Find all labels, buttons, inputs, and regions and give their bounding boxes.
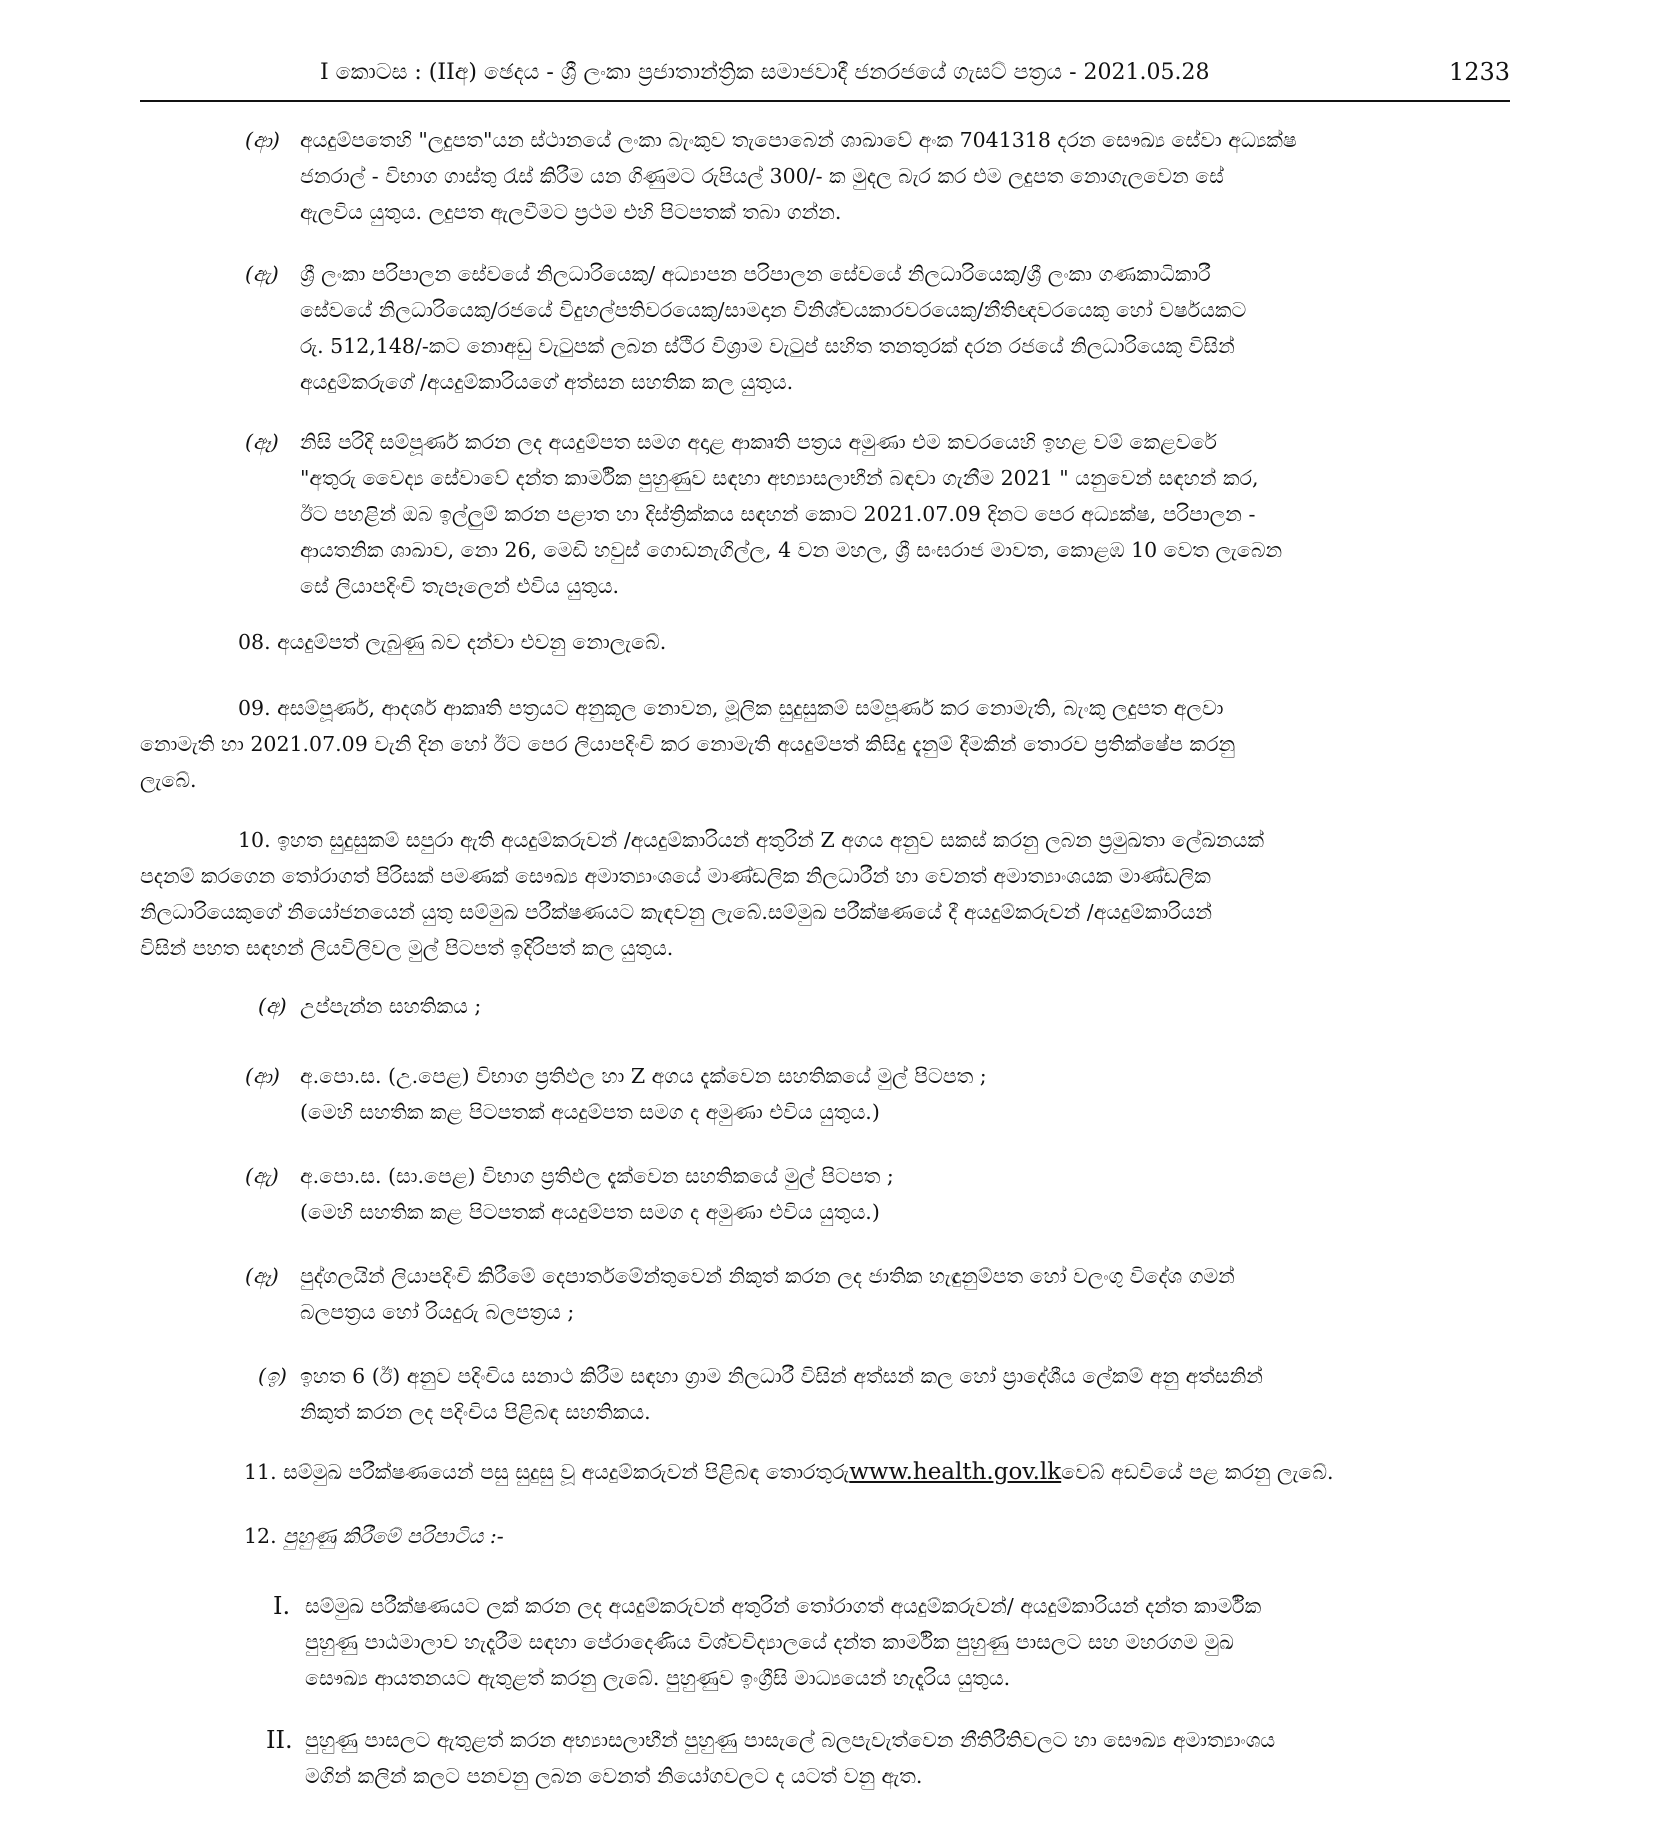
- text-line: පුහුණු පාඨමාලාව හැදෑරීම සඳහා පේරාදෙණිය විශ්වවිද්‍යාලයේ දන්ත කාර්මික පුහුණු පාසලට සහ මහරගම මුඛ: [305, 1630, 1234, 1654]
- text-line: ජනරාල් - විභාග ගාස්තු රැස් කිරීම යන ගිණුමට රුපියල් 300/- ක මුදල බැර කර එම ලදුපත නොගැලවෙන සේ: [300, 164, 1224, 188]
- text-line: නොමැති හා 2021.07.09 වැනි දින හෝ ඊට පෙර ලියාපදිංචි කර නොමැති අයදුම්පත් කිසිදු දැනුම් දීමකින් තොරව ප්‍රතික්ෂේප කරනු: [140, 732, 1236, 756]
- para12-title: පුහුණු කිරීමේ පරිපාටිය :-: [283, 1524, 504, 1548]
- header-rule: [140, 100, 1510, 102]
- item-aa-text: [300, 122, 1297, 230]
- text-line: 10. ඉහත සුදුසුකම් සපුරා ඇති අයදුම්කරුවන් /අයදුම්කාරියන් අතුරින් Z අගය අනුව සකස් කරනු ලබන ප්‍රමුඛතා ලේඛනයක්: [238, 828, 1265, 852]
- doc-i-text: [300, 1358, 1263, 1430]
- training-II-text: [305, 1722, 1275, 1794]
- doc-aee-text: [300, 1258, 1235, 1330]
- doc-marker: (ඇ): [245, 1164, 279, 1188]
- health-website-link[interactable]: www.health.gov.lk: [849, 1459, 1062, 1485]
- text-line: (මෙහි සහතික කළ පිටපතක් අයදුම්පත සමග ද අමුණා එවිය යුතුය.): [300, 1200, 880, 1224]
- text-line: පුද්ගලයින් ලියාපදිංචි කිරීමේ දෙපාර්තමේන්තුවෙන් නිකුත් කරන ලද ජාතික හැඳුනුම්පත හෝ වලංගු විදේශ ගමන්: [300, 1264, 1235, 1288]
- text-line: නිකුත් කරන ලද පදිංචිය පිළිබඳ සහතිකය.: [300, 1400, 651, 1424]
- text-line: ඉහත 6 (ඊ) අනුව පදිංචිය සනාථ කිරීම සඳහා ග්‍රාම නිලධාරී විසින් අත්සන් කල හෝ ප්‍රාදේශීය ලේකම් අනු අත්සනින්: [300, 1364, 1263, 1388]
- text-line: සම්මුඛ පරීක්ෂණයට ලක් කරන ලද අයදුම්කරුවන් අතුරින් තෝරාගත් අයදුම්කරුවන්/ අයදුම්කාරියන් දන්ත කාර්මික: [305, 1594, 1262, 1618]
- text-line: "අතුරු වෛද්‍ය සේවාවේ දන්ත කාර්මික පුහුණුව සඳහා අභ්‍යාසලාභීන් බඳවා ගැනීම 2021 " යනුවෙන් සඳහන් කර,: [300, 466, 1259, 490]
- text-line: නිලධාරියෙකුගේ නියෝජනයෙන් යුතු සම්මුඛ පරීක්ෂණයට කැඳවනු ලැබේ.සම්මුඛ පරීක්ෂණයේ දී අයදුම්කරුවන් /අයදුම්කාරියන්: [140, 900, 1213, 924]
- paragraph-11: [244, 1454, 1334, 1490]
- text-line: විසින් පහත සඳහන් ලියවිලිවල මුල් පිටපත් ඉදිරිපත් කල යුතුය.: [140, 936, 674, 960]
- text-line: ශ්‍රී ලංකා පරිපාලන සේවයේ නිලධාරියෙකු/ අධ්‍යාපන පරිපාලන සේවයේ නිලධාරියෙකු/ශ්‍රී ලංකා ගණකාධිකාරී: [300, 262, 1211, 286]
- text-line: සෞඛ්‍ය ආයතනයට ඇතුළත් කරනු ලැබේ. පුහුණුව ඉංග්‍රීසි මාධ්‍යයෙන් හැදෑරිය යුතුය.: [305, 1666, 1011, 1690]
- item-ae-text: [300, 256, 1246, 400]
- text-line: සේ ලියාපදිංචි තැපෑලෙන් එවිය යුතුය.: [300, 574, 620, 598]
- para11-before: 11. සම්මුඛ පරීක්ෂණයෙන් පසු සුදුසු වූ අයදුම්කරුවන් පිළිබඳ තොරතුරු: [244, 1460, 850, 1484]
- item-marker: (ආ): [245, 128, 280, 152]
- header-title: I කොටස : (IIඅ) ඡෙදය - ශ්‍රී ලංකා ප්‍රජාතාන්ත්‍රික සමාජවාදී ජනරජයේ ගැසට් පත්‍රය - 2021.05.28: [320, 60, 1210, 85]
- text-line: 08. අයදුම්පත් ලැබුණු බව දන්වා එවනු නොලැබේ.: [238, 630, 667, 654]
- text-line: මගින් කලින් කලට පනවනු ලබන වෙනත් නියෝගවලට ද යටත් වනු ඇත.: [305, 1764, 923, 1788]
- item-marker: (ඇ): [245, 262, 279, 286]
- paragraph-10: [140, 822, 1264, 966]
- text-line: අයදුම්කරුගේ /අයදුම්කාරියගේ අත්සන සහතික කල යුතුය.: [300, 370, 794, 394]
- text-line: සේවයේ නිලධාරියෙකු/රජයේ විදුහල්පතිවරයෙකු/සාමදාන විනිශ්චයකාරවරයෙකු/නීතිඥවරයෙකු හෝ වර්ෂයකට: [300, 298, 1247, 322]
- doc-marker: (ඉ): [258, 1364, 287, 1388]
- page-number: 1233: [1448, 58, 1510, 86]
- paragraph-09: [140, 690, 1235, 798]
- text-line: [244, 1454, 1334, 1490]
- text-line: ලැබේ.: [140, 768, 197, 792]
- item-marker: (ඈ): [245, 430, 279, 454]
- page-header: [140, 52, 1510, 98]
- paragraph-08: [238, 624, 666, 660]
- text-line: ඊට පහළින් ඔබ ඉල්ලුම් කරන පළාත හා දිස්ත්‍රික්කය සඳහන් කොට 2021.07.09 දිනට පෙර අධ්‍යක්ෂ, පරිපාලන -: [300, 502, 1256, 526]
- training-marker: II.: [266, 1726, 293, 1754]
- text-line: පදනම් කරගෙන තෝරාගත් පිරිසක් පමණක් සෞඛ්‍ය අමාත්‍යාංශයේ මාණ්ඩලික නිලධාරීන් හා වෙනත් අමාත්‍යාංශයක මාණ්ඩලික: [140, 864, 1211, 888]
- item-aee-text: [300, 424, 1282, 604]
- training-marker: I.: [273, 1592, 291, 1620]
- doc-aa-text: [300, 1058, 987, 1130]
- text-line: අයදුම්පතෙහි "ලදුපත"යන ස්ථානයේ ලංකා බැංකුව තැපොබෙන් ශාඛාවේ අංක 7041318 දරන සෞඛ්‍ය සේවා අධ්‍යක්ෂ: [300, 128, 1297, 152]
- training-I-text: [305, 1588, 1261, 1696]
- text-line: [244, 1518, 504, 1554]
- para11-after: වෙබ් අඩවියේ පළ කරනු ලැබේ.: [1061, 1460, 1334, 1484]
- text-line: අ.පො.ස. (උ.පෙළ) විභාග ප්‍රතිඵල හා Z අගය දැක්වෙන සහතිකයේ මුල් පිටපත ;: [300, 1064, 987, 1088]
- doc-marker: (ඈ): [245, 1264, 279, 1288]
- text-line: නිසි පරිදි සම්පූර්ණ කරන ලද අයදුම්පත සමග අදාළ ආකෘති පත්‍රය අමුණා එම කවරයෙහි ඉහළ වම් කෙළවරේ: [300, 430, 1217, 454]
- doc-marker: (ආ): [245, 1064, 280, 1088]
- text-line: ඇලවිය යුතුය. ලදුපත ඇලවීමට ප්‍රථම එහි පිටපතක් තබා ගන්න.: [300, 200, 842, 224]
- doc-marker: (අ): [258, 994, 287, 1018]
- doc-a-text: [300, 988, 481, 1024]
- text-line: උප්පැන්න සහතිකය ;: [300, 994, 482, 1018]
- text-line: පුහුණු පාසලට ඇතුළත් කරන අභ්‍යාසලාභීන් පුහුණු පාසැලේ බලපැවැත්වෙන නීතිරීතිවලට හා සෞඛ්‍ය අමාත්‍යාංශය: [305, 1728, 1276, 1752]
- text-line: රු. 512,148/-කට නොඅඩු වැටුපක් ලබන ස්ථිර විශ්‍රාම වැටුප් සහිත තනතුරක් දරන රජයේ නිලධාරියෙකු විසින්: [300, 334, 1235, 358]
- doc-ae-text: [300, 1158, 894, 1230]
- para12-number: 12.: [244, 1524, 277, 1548]
- text-line: අ.පො.ස. (සා.පෙළ) විභාග ප්‍රතිඵල දැක්වෙන සහතිකයේ මුල් පිටපත ;: [300, 1164, 894, 1188]
- text-line: 09. අසම්පූර්ණ, ආදර්ශ ආකෘති පත්‍රයට අනුකූල නොවන, මූලික සුදුසුකම් සම්පූර්ණ කර නොමැති, බැංකු ලදුපත අලවා: [238, 696, 1224, 720]
- text-line: ආයතනික ශාඛාව, නො 26, මෙඩි හවුස් ගොඩනැගිල්ල, 4 වන මහල, ශ්‍රී සංඝරාජ මාවත, කොළඹ 10 වෙත ලැබෙන: [300, 538, 1283, 562]
- text-line: (මෙහි සහතික කළ පිටපතක් අයදුම්පත සමග ද අමුණා එවිය යුතුය.): [300, 1100, 880, 1124]
- text-line: බලපත්‍රය හෝ රියදුරු බලපත්‍රය ;: [300, 1300, 575, 1324]
- paragraph-12: [244, 1518, 504, 1554]
